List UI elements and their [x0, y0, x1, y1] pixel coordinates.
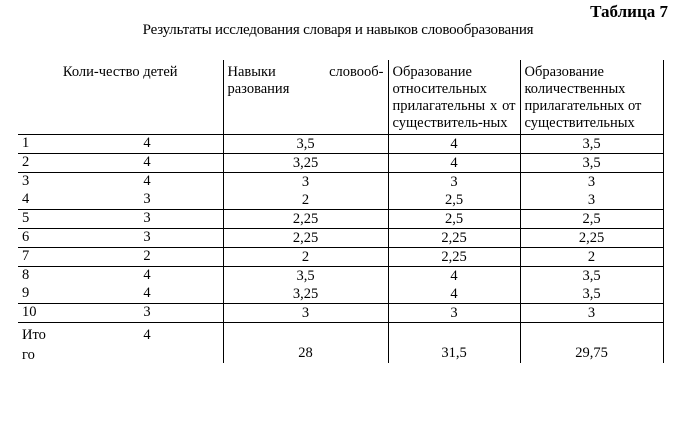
skills-value: 3,25 — [223, 154, 388, 173]
results-table — [18, 60, 664, 363]
skills-value: 3,25 — [223, 285, 388, 304]
relative-value: 4 — [388, 267, 520, 286]
total-label — [22, 325, 46, 365]
row-number: 2 — [22, 154, 30, 170]
header-row — [18, 60, 663, 135]
skills-value: 2 — [223, 248, 388, 267]
row-id-cell — [18, 285, 223, 304]
table-row — [18, 210, 663, 229]
skills-value: 3,5 — [223, 267, 388, 286]
children-count: 3 — [143, 304, 151, 320]
table-row — [18, 229, 663, 248]
skills-value: 2 — [223, 191, 388, 210]
row-number: 7 — [22, 248, 30, 264]
skills-value: 2,25 — [223, 210, 388, 229]
header-word-formation-skills — [223, 60, 388, 135]
relative-value: 3 — [388, 304, 520, 323]
quantitative-value: 2,5 — [520, 210, 663, 229]
row-id-cell — [18, 267, 223, 286]
children-count: 4 — [143, 154, 151, 170]
total-children-count: 4 — [143, 327, 151, 343]
skills-value: 3 — [223, 173, 388, 192]
relative-value: 4 — [388, 285, 520, 304]
total-relative-value: 31,5 — [388, 323, 520, 364]
header-relative-adjectives — [388, 60, 520, 135]
quantitative-value: 3,5 — [520, 285, 663, 304]
row-id-cell — [18, 210, 223, 229]
table-row — [18, 285, 663, 304]
quantitative-value: 3 — [520, 173, 663, 192]
row-id-cell — [18, 304, 223, 323]
row-number: 3 — [22, 173, 30, 189]
quantitative-value: 3,5 — [520, 154, 663, 173]
children-count: 3 — [143, 191, 151, 207]
quantitative-value: 3,5 — [520, 267, 663, 286]
children-count: 4 — [143, 285, 151, 301]
row-id-cell — [18, 154, 223, 173]
header-relative-text: Образование относительных прилагательны х от существитель-ных — [392, 64, 516, 131]
table-row — [18, 248, 663, 267]
row-number: 8 — [22, 267, 30, 283]
row-id-cell — [18, 248, 223, 267]
relative-value: 2,25 — [388, 229, 520, 248]
row-id-cell — [18, 135, 223, 154]
skills-value: 3 — [223, 304, 388, 323]
header-quantitative-adjectives — [520, 60, 663, 135]
total-row — [18, 323, 663, 364]
relative-value: 2,25 — [388, 248, 520, 267]
table-row — [18, 135, 663, 154]
table-row — [18, 191, 663, 210]
header-quantitative-text: Образование количественных прилагательных от существительных — [524, 64, 642, 131]
table-title: Результаты исследования словаря и навыков словообразования — [142, 22, 534, 38]
children-count: 3 — [143, 210, 151, 226]
relative-value: 4 — [388, 135, 520, 154]
relative-value: 4 — [388, 154, 520, 173]
children-count: 4 — [143, 267, 151, 283]
skills-value: 3,5 — [223, 135, 388, 154]
quantitative-value: 3 — [520, 191, 663, 210]
quantitative-value: 2 — [520, 248, 663, 267]
row-number: 9 — [22, 285, 30, 301]
skills-value: 2,25 — [223, 229, 388, 248]
relative-value: 2,5 — [388, 191, 520, 210]
table-row — [18, 267, 663, 286]
row-id-cell — [18, 173, 223, 192]
total-quantitative-value: 29,75 — [520, 323, 663, 364]
row-number: 6 — [22, 229, 30, 245]
relative-value: 3 — [388, 173, 520, 192]
total-skills-value: 28 — [223, 323, 388, 364]
row-number: 1 — [22, 135, 30, 151]
header-children-count: Коли-чество детей — [18, 60, 223, 135]
relative-value: 2,5 — [388, 210, 520, 229]
children-count: 4 — [143, 135, 151, 151]
row-id-cell — [18, 229, 223, 248]
quantitative-value: 3,5 — [520, 135, 663, 154]
quantitative-value: 3 — [520, 304, 663, 323]
quantitative-value: 2,25 — [520, 229, 663, 248]
table-row — [18, 304, 663, 323]
total-label-line2: го — [22, 347, 35, 363]
header-skills-text: Навыки словооб-разования — [227, 64, 384, 97]
row-number: 10 — [22, 304, 37, 320]
children-count: 2 — [143, 248, 151, 264]
children-count: 3 — [143, 229, 151, 245]
table-row — [18, 154, 663, 173]
row-number: 4 — [22, 191, 30, 207]
table-row — [18, 173, 663, 192]
total-label-line1: Ито — [22, 327, 46, 343]
row-id-cell — [18, 191, 223, 210]
children-count: 4 — [143, 173, 151, 189]
table-number: Таблица 7 — [590, 2, 668, 21]
total-label-cell — [18, 323, 223, 364]
row-number: 5 — [22, 210, 30, 226]
